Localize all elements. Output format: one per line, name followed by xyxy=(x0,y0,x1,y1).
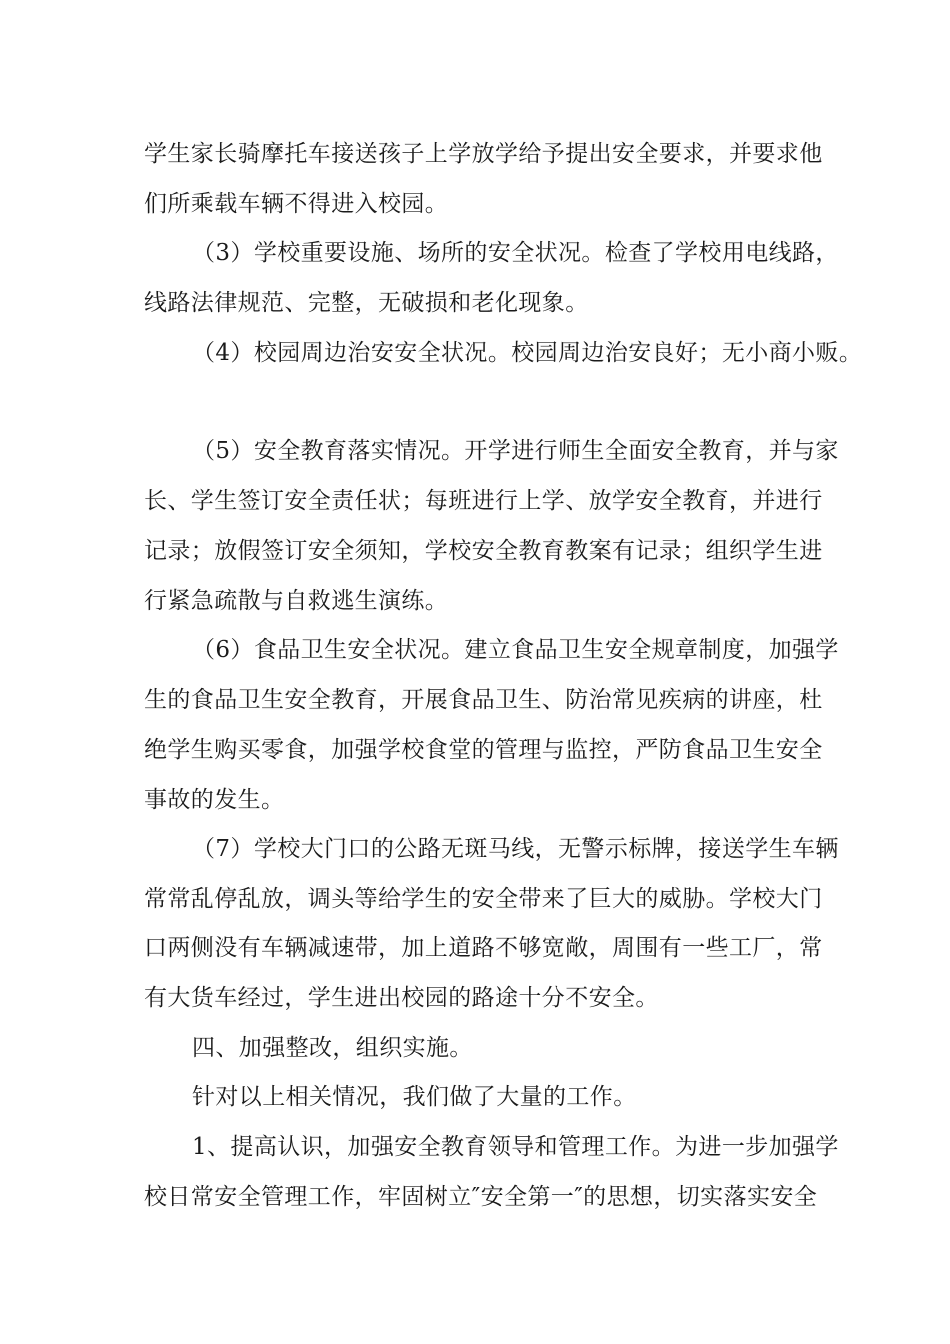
paragraph-line: 线路法律规范、完整，无破损和老化现象。 xyxy=(144,290,589,316)
paragraph-line: 针对以上相关情况，我们做了大量的工作。 xyxy=(192,1084,637,1110)
paragraph-line: 口两侧没有车辆减速带，加上道路不够宽敞，周围有一些工厂，常 xyxy=(144,935,823,961)
paragraph-line: （3）学校重要设施、场所的安全状况。检查了学校用电线路， xyxy=(192,240,839,266)
paragraph-line: （4）校园周边治安安全状况。校园周边治安良好；无小商小贩。 xyxy=(192,340,863,366)
paragraph-line: （5）安全教育落实情况。开学进行师生全面安全教育，并与家 xyxy=(192,438,839,464)
paragraph-line: 事故的发生。 xyxy=(144,787,285,813)
paragraph-line: 常常乱停乱放，调头等给学生的安全带来了巨大的威胁。学校大门 xyxy=(144,886,823,912)
paragraph-line: 学生家长骑摩托车接送孩子上学放学给予提出安全要求，并要求他 xyxy=(144,141,823,167)
paragraph-line: 1、提高认识，加强安全教育领导和管理工作。为进一步加强学 xyxy=(192,1134,839,1160)
paragraph-line: 有大货车经过，学生进出校园的路途十分不安全。 xyxy=(144,985,659,1011)
paragraph-line: 们所乘载车辆不得进入校园。 xyxy=(144,191,449,217)
paragraph-line: 记录；放假签订安全须知，学校安全教育教案有记录；组织学生进 xyxy=(144,538,823,564)
section-heading: 四、加强整改，组织实施。 xyxy=(192,1035,473,1061)
paragraph-line: 校日常安全管理工作，牢固树立″安全第一″的思想，切实落实安全 xyxy=(144,1184,818,1210)
paragraph-line: （7）学校大门口的公路无斑马线，无警示标牌，接送学生车辆 xyxy=(192,836,839,862)
paragraph-line: 生的食品卫生安全教育，开展食品卫生、防治常见疾病的讲座，杜 xyxy=(144,687,823,713)
paragraph-line: 长、学生签订安全责任状；每班进行上学、放学安全教育，并进行 xyxy=(144,488,823,514)
paragraph-line: 行紧急疏散与自救逃生演练。 xyxy=(144,588,449,614)
paragraph-line: （6）食品卫生安全状况。建立食品卫生安全规章制度，加强学 xyxy=(192,637,839,663)
paragraph-line: 绝学生购买零食，加强学校食堂的管理与监控，严防食品卫生安全 xyxy=(144,737,823,763)
